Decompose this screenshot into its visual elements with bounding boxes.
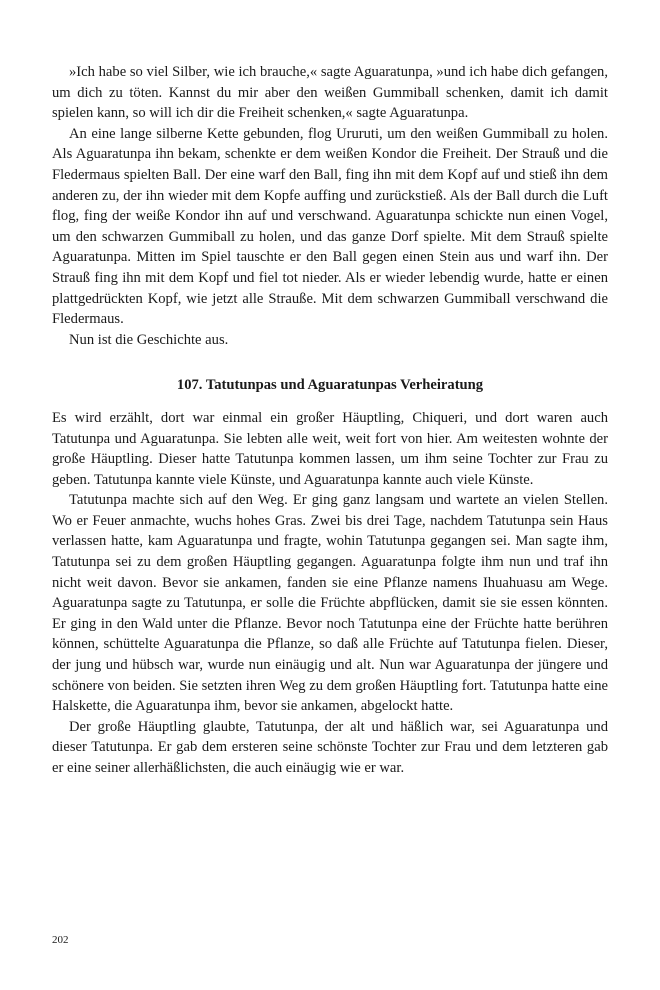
paragraph: Es wird erzählt, dort war einmal ein großer Häuptling, Chiqueri, und dort waren auch Tatutunpa und Aguaratunpa. Sie lebten alle weit, weit fort von hier. Am weitesten wohnte der große Häuptling. Dieser hatte Tatutunpa kommen lassen, um ihm seine Tochter zur Frau zu geben. Tatutunpa kannte viele Künste, und Aguaratunpa kannte auch viele Künste. <box>52 409 608 488</box>
page-number: 202 <box>52 934 69 946</box>
paragraph: Nun ist die Geschichte aus. <box>69 331 229 348</box>
paragraph: Tatutunpa machte sich auf den Weg. Er ging ganz langsam und wartete an vielen Stellen. Wo er Feuer anmachte, wuchs hohes Gras. Zwei bis drei Tage, nachdem Tatutunpa sein Haus verlassen hatte, kam Aguaratunpa und fragte, wohin Tatutunpa gegangen sei. Man sagte ihm, Tatutunpa sei zu dem großen Häuptling gegangen. Aguaratunpa folgte ihm nun und traf ihn nicht weit davon. Bevor sie ankamen, fanden sie eine Pflanze namens Ihuahuasu am Wege. Aguaratunpa sagte zu Tatutunpa, er solle die Früchte abpflücken, damit sie sie essen könnten. Er ging in den Wald unter die Pflanze. Bevor noch Tatutunpa eine der Früchte hatte berühren können, schüttelte Aguaratunpa die Pflanze, so daß alle Früchte auf Tatutunpa fielen. Dieser, der jung und hübsch war, wurde nun einäugig und alt. Nun war Aguaratunpa der jüngere und schönere von beiden. Sie setzten ihren Weg zu dem großen Häuptling fort. Tatutunpa hatte eine Halskette, die Aguaratunpa ihm, bevor sie ankamen, abgelockt hatte. <box>52 492 608 715</box>
book-page <box>52 62 608 779</box>
paragraph: An eine lange silberne Kette gebunden, flog Ururuti, um den weißen Gummiball zu holen. Als Aguaratunpa ihn bekam, schenkte er dem weißen Kondor die Freiheit. Der Strauß und die Fledermaus spielten Ball. Der eine warf den Ball, fing ihn mit dem Kopf auf und stieß ihn dem anderen zu, der ihn wieder mit dem Kopfe auffing und zurückstieß. Als der Ball durch die Luft flog, fing der weiße Kondor ihn auf und verschwand. Aguaratunpa schickte nun einen Vogel, um den schwarzen Gummiball zu holen, und das ganze Dorf spielte. Mit dem Strauß spielte Aguaratunpa. Mitten im Spiel tauschte er den Ball gegen einen Stein aus und warf ihn. Der Strauß fing ihn mit dem Kopf und fiel tot nieder. Als er wieder lebendig wurde, hatte er einen plattgedrückten Kopf, wie jetzt alle Strauße. Mit dem schwarzen Gummiball verschwand die Fledermaus. <box>52 125 608 328</box>
chapter-body <box>52 408 608 779</box>
paragraph: Der große Häuptling glaubte, Tatutunpa, der alt und häßlich war, sei Aguaratunpa und dieser Tatutunpa. Er gab dem ersteren seine schönste Tochter zur Frau und dem letzteren gab er eine seiner allerhäßlichsten, die auch einäugig wie er war. <box>52 718 608 776</box>
paragraph: »Ich habe so viel Silber, wie ich brauche,« sagte Aguaratunpa, »und ich habe dich gefangen, um dich zu töten. Kannst du mir aber den weißen Gummiball schenken, damit ich damit spielen kann, so will ich dir die Freiheit schenken,« sagte Aguaratunpa. <box>52 64 608 122</box>
story-continuation <box>52 62 608 350</box>
chapter-heading: 107. Tatutunpas und Aguaratunpas Verheiratung <box>176 377 484 394</box>
